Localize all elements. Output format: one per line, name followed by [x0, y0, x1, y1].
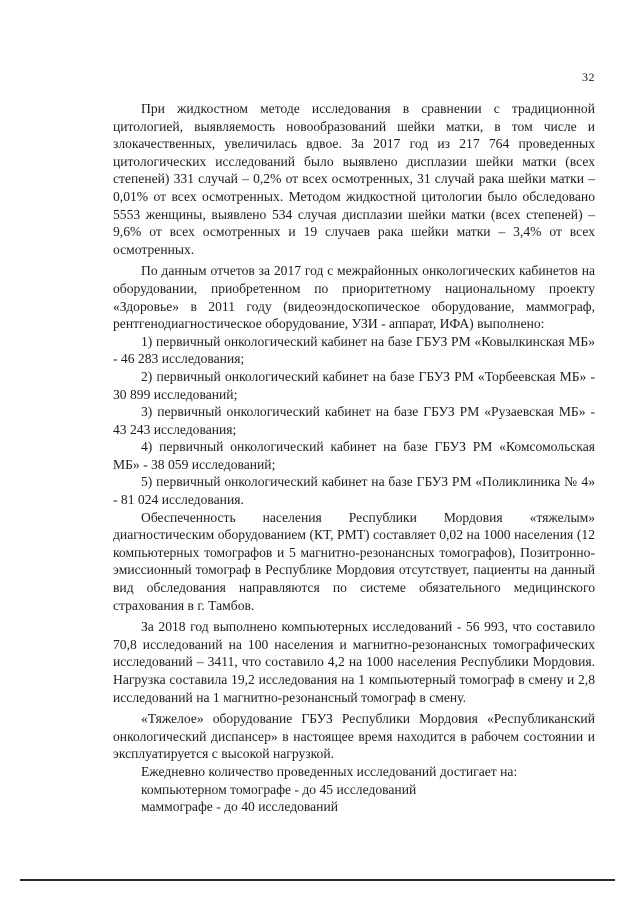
line-ct-scanner: компьютерном томографе - до 45 исследований [141, 781, 417, 797]
paragraph-heavy-equipment: Обеспеченность населения Республики Мордовия «тяжелым» диагностическим оборудованием (КТ, РМТ) составляет 0,02 на 1000 населения (12 компьютерных томографов и 5 магнитно-резонансных томографов), Позитронно-эмиссионный томограф в Республике Мордовия отсутствует, пациенты на данный вид обследования направляются по системе обязательного медицинского страхования в г. Тамбов. [113, 509, 595, 613]
line-mammograph: маммографе - до 40 исследований [141, 799, 339, 815]
paragraph-oncology-offices: По данным отчетов за 2017 год с межрайонных онкологических кабинетов на оборудовании, приобретенном по приоритетному национальному проекту «Здоровье» в 2011 году (видеоэндоскопическое оборудование, маммограф, рентгенодиагностическое оборудование, УЗИ - аппарат, ИФА) выполнено: [113, 263, 595, 332]
paragraph-dispensary-equipment: «Тяжелое» оборудование ГБУЗ Республики Мордовия «Республиканский онкологический диспансер» в настоящее время находится в рабочем состоянии и эксплуатируется с высокой нагрузкой. [113, 711, 595, 762]
page-number: 32 [582, 70, 595, 84]
paragraph-daily-count: Ежедневно количество проведенных исследований достигает на: [141, 763, 518, 779]
paragraph-liquid-cytology: При жидкостном методе исследования в сравнении с традиционной цитологией, выявляемость новообразований шейки матки, в том числе и злокачественных, увеличилась вдвое. За 2017 год из 217 764 проведенных цитологических исследований было выявлено дисплазии шейки матки (всех степеней) 331 случай – 0,2% от всех осмотренных, 31 случай рака шейки матки – 0,01% от всех осмотренных. Методом жидкостной цитологии было обследовано 5553 женщины, выявлено 534 случая дисплазии шейки матки (всех степеней) – 9,6% от всех осмотренных и 19 случаев рака шейки матки – 3,4% от всех осмотренных. [113, 101, 595, 257]
list-item-kovylkino: 1) первичный онкологический кабинет на базе ГБУЗ РМ «Ковылкинская МБ» - 46 283 исследования; [113, 333, 595, 367]
list-item-komsomolsky: 4) первичный онкологический кабинет на базе ГБУЗ РМ «Комсомольская МБ» - 38 059 исследований; [113, 439, 595, 472]
list-item-ruzaevka: 3) первичный онкологический кабинет на базе ГБУЗ РМ «Рузаевская МБ» - 43 243 исследования; [113, 404, 595, 437]
list-item-torbeevo: 2) первичный онкологический кабинет на базе ГБУЗ РМ «Торбеевская МБ» - 30 899 исследований; [113, 368, 595, 402]
document-body [113, 100, 595, 816]
paragraph-2018-studies: За 2018 год выполнено компьютерных исследований - 56 993, что составило 70,8 исследований на 100 населения и магнитно-резонансных томографических исследований – 3411, что составило 4,2 на 1000 населения Республики Мордовия. Нагрузка составила 19,2 исследования на 1 компьютерный томограф в смену и 2,8 исследований на 1 магнитно-резонансный томограф в смену. [113, 619, 595, 705]
footer-divider [20, 879, 615, 881]
list-item-polyclinic-4: 5) первичный онкологический кабинет на базе ГБУЗ РМ «Поликлиника № 4» - 81 024 исследования. [113, 474, 595, 508]
